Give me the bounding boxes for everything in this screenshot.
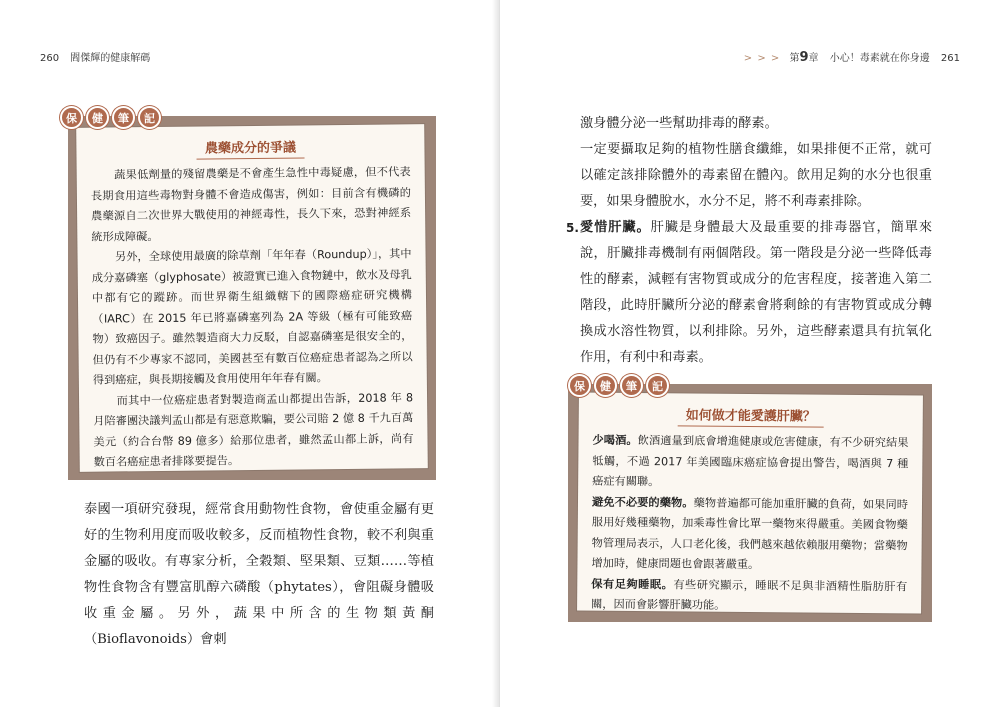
list-item-5 <box>566 215 932 371</box>
left-page-number: 260 <box>40 53 60 64</box>
right-page <box>500 0 1000 707</box>
right-note-card <box>577 393 923 614</box>
right-running-header <box>744 49 960 65</box>
note-item: 避免不必要的藥物。藥物普遍都可能加重肝臟的負荷，如果同時服用好幾種藥物，加乘毒性會比單一藥物來得嚴重。美國食物藥物管理局表示，人口老化後，我們越來越依賴服用藥物；當藥物增加時，健康問題也會跟著嚴重。 <box>591 495 909 572</box>
badge-char: 記 <box>138 106 161 129</box>
left-body-paragraph: 泰國一項研究發現，經常食用動物性食物，會使重金屬有更好的生物利用度而吸收較多，反而植物性食物，較不利與重金屬的吸收。有專家分析，全穀類、堅果類、豆類……等植物性食物含有豐富肌醇六磷酸（phytates），會阻礙身體吸收重金屬。另外，蔬果中所含的生物類黃酮（Bioflavonoids）會刺 <box>84 502 434 647</box>
left-running-title: 閻傑輝的健康解碼 <box>70 53 151 64</box>
badge-char: 保 <box>60 106 83 129</box>
left-note-paragraph: 而其中一位癌症患者對製造商孟山都提出告訴，2018 年 8 月陪審團決議判孟山都是有惡意欺騙，要公司賠 2 億 8 千九百萬美元（約合台幣 89 億多）給那位患者，雖然孟山都上訴，尚有數百名癌症患者排隊要提告。 <box>93 390 414 469</box>
chapter-label: 第9章 <box>789 50 819 65</box>
badge-char: 健 <box>86 106 109 129</box>
left-running-header <box>40 49 150 64</box>
badge-char: 筆 <box>112 106 135 129</box>
left-page <box>0 0 496 707</box>
left-body-text <box>84 497 434 653</box>
badge-char: 保 <box>568 374 591 397</box>
badge-char: 筆 <box>620 374 643 397</box>
badge-char: 健 <box>594 374 617 397</box>
list-item-text: 肝臟是身體最大及最重要的排毒器官，簡單來說，肝臟排毒機制有兩個階段。第一階段是分泌一些降低毒性的酵素，減輕有害物質或成分的危害程度，接著進入第二階段，此時肝臟所分泌的酵素會將剩餘的有害物質或成分轉換成水溶性物質，以利排除。另外，這些酵素還具有抗氧化作用，有利中和毒素。 <box>580 220 933 365</box>
left-note-paragraph: 另外，全球使用最廣的除草劑「年年春（Roundup）」，其中成分嘉磷塞（glyphosate）被證實已進入食物鏈中，飲水及母乳中都有它的蹤跡。而世界衛生組織轄下的國際癌症研究機構（IARC）在 2015 年已將嘉磷塞列為 2A 等級（極有可能致癌物）致癌因子。雖然製造商大力反駁，自認嘉磷塞是很安全的，但仍有不少專家不認同，美國甚至有數百位癌症患者認為之所以得到癌症，與長期接觸及食用使用年年春有關。 <box>91 247 413 387</box>
left-note-title: 農藥成分的爭議 <box>76 135 424 158</box>
note-item: 保有足夠睡眠。有些研究顯示，睡眠不足與非酒精性脂肪肝有關，因而會影響肝臟功能。 <box>591 577 908 612</box>
right-body-line: 激身體分泌一些幫助排毒的酵素。 <box>580 116 778 131</box>
right-note-body <box>591 431 909 618</box>
right-note-badge <box>568 374 669 397</box>
left-note-box <box>68 116 436 480</box>
right-note-title: 如何做才能愛護肝臟？ <box>579 404 923 426</box>
arrows-icon: > > > <box>743 53 781 64</box>
list-item-lead: 愛惜肝臟。 <box>580 220 651 235</box>
badge-char: 記 <box>646 374 669 397</box>
left-note-paragraph: 蔬果低劑量的殘留農藥是不會產生急性中毒疑慮，但不代表長期食用這些毒物對身體不會造成傷害，例如：目前含有機磷的農藥源自二次世界大戰使用的神經毒性，長久下來，恐對神經系統形成障礙。 <box>90 165 412 244</box>
chapter-title: 小心！毒素就在你身邊 <box>829 53 930 64</box>
left-note-body <box>91 162 414 473</box>
right-body-text <box>566 111 933 371</box>
right-body-paragraph: 一定要攝取足夠的植物性膳食纖維，如果排便不正常，就可以確定該排除體外的毒素留在體內。飲用足夠的水分也很重要，如果身體脫水，水分不足，將不利毒素排除。 <box>580 142 932 209</box>
right-note-box <box>568 384 932 622</box>
left-note-card <box>76 124 428 472</box>
right-page-number: 261 <box>940 53 960 64</box>
left-note-badge <box>60 106 161 129</box>
note-item: 少喝酒。飲酒適量到底會增進健康或危害健康，有不少研究結果牴觸，不過 2017 年美國臨床癌症協會提出警告，喝酒與 7 種癌症有關聯。 <box>592 433 909 489</box>
list-item-number: 5. <box>566 221 579 235</box>
